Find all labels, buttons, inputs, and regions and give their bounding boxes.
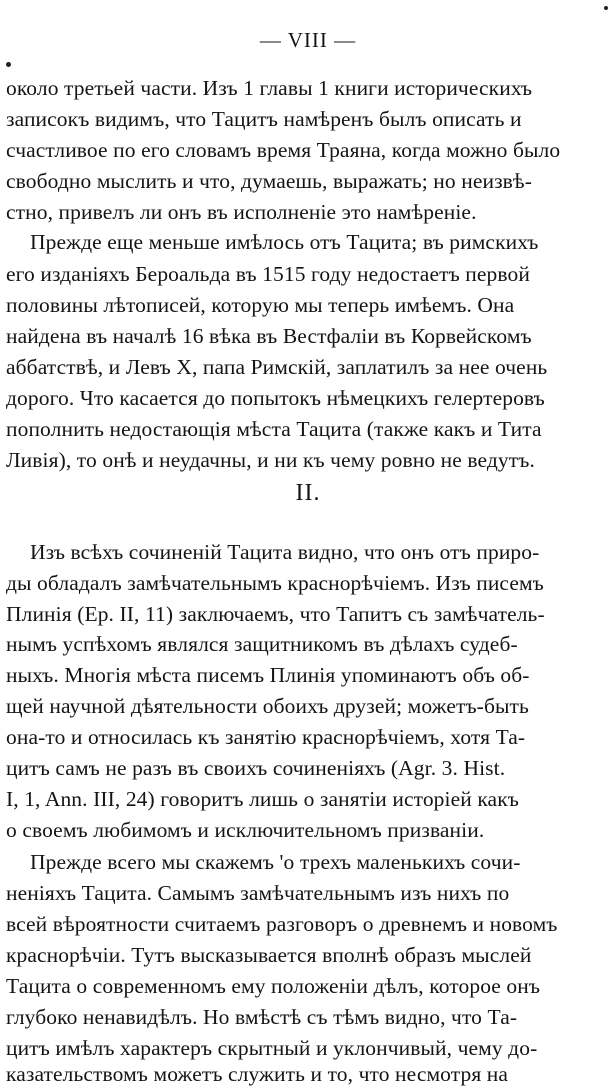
text-line: она-то и относилась къ занятію краснорѣчіемъ, хотя Та- (6, 725, 526, 749)
text-line: стно, привелъ ли онъ въ исполненіе это намѣреніе. (6, 200, 477, 224)
text-line: казательствомъ можетъ служить и то, что несмотря на (6, 1062, 509, 1086)
text-line: о своемъ любимомъ и исключительномъ призваніи. (6, 818, 485, 842)
text-line: нымъ успѣхомъ являлся защитникомъ въ дѣлахъ судеб- (6, 632, 518, 656)
text-line: записокъ видимъ, что Тацитъ намѣренъ былъ описать и (6, 107, 522, 131)
text-line: пополнить недостающія мѣста Тацита (также какъ и Тита (6, 417, 542, 441)
text-line: Тацита о современномъ ему положеніи дѣлъ, которое онъ (6, 974, 541, 998)
text-line: Прежде всего мы скажемъ 'о трехъ маленькихъ сочи- (30, 850, 521, 874)
text-line: Ливія), то онѣ и неудачны, и ни къ чему ровно не ведутъ. (6, 448, 535, 472)
text-line: его изданіяхъ Бероальда въ 1515 году недостаетъ первой (6, 262, 530, 286)
text-line: неніяхъ Тацита. Самымъ замѣчательнымъ изъ нихъ по (6, 881, 510, 905)
text-line: аббатствѣ, и Левъ X, папа Римскій, заплатилъ за нее очень (6, 355, 548, 379)
text-line: цитъ самъ не разъ въ своихъ сочиненіяхъ (Agr. 3. Hist. (6, 756, 506, 780)
text-line: всей вѣроятности считаемъ разговоръ о древнемъ и новомъ (6, 912, 558, 936)
text-line: счастливое по его словамъ время Траяна, когда можно было (6, 138, 561, 162)
text-line: краснорѣчіи. Тутъ высказывается вполнѣ образъ мыслей (6, 943, 532, 967)
text-line: найдена въ началѣ 16 вѣка въ Вестфаліи въ Корвейскомъ (6, 324, 532, 348)
text-line: Прежде еще меньше имѣлось отъ Тацита; въ римскихъ (30, 230, 539, 254)
page-number: — VIII — (259, 28, 357, 52)
text-line: Изъ всѣхъ сочиненій Тацита видно, что онъ отъ приро- (30, 540, 540, 564)
ink-speck (6, 62, 11, 67)
text-line: половины лѣтописей, которую мы теперь имѣемъ. Она (6, 293, 515, 317)
text-line: ныхъ. Многія мѣста писемъ Плинія упоминаютъ объ об- (6, 663, 530, 687)
text-line: ды обладалъ замѣчательнымъ краснорѣчіемъ. Изъ писемъ (6, 571, 544, 595)
text-line: цитъ имѣлъ характеръ скрытный и уклончивый, чему до- (6, 1036, 538, 1060)
text-line: Плинія (Ep. II, 11) заключаемъ, что Тапитъ съ замѣчатель- (6, 602, 545, 626)
text-line: около третьей части. Изъ 1 главы 1 книги историческихъ (6, 76, 533, 100)
text-line: щей научной дѣятельности обоихъ друзей; можетъ-быть (6, 694, 529, 718)
ink-speck (604, 6, 608, 10)
text-line: I, 1, Ann. III, 24) говоритъ лишь о занятіи исторіей какъ (6, 787, 519, 811)
text-line: дорого. Что касается до попытокъ нѣмецкихъ гелертеровъ (6, 386, 545, 410)
section-heading: II. (295, 480, 321, 506)
text-line: свободно мыслить и что, думаешь, выражать; но неизвѣ- (6, 169, 532, 193)
text-line: глубоко ненавидѣлъ. Но вмѣстѣ съ тѣмъ видно, что Та- (6, 1005, 518, 1029)
